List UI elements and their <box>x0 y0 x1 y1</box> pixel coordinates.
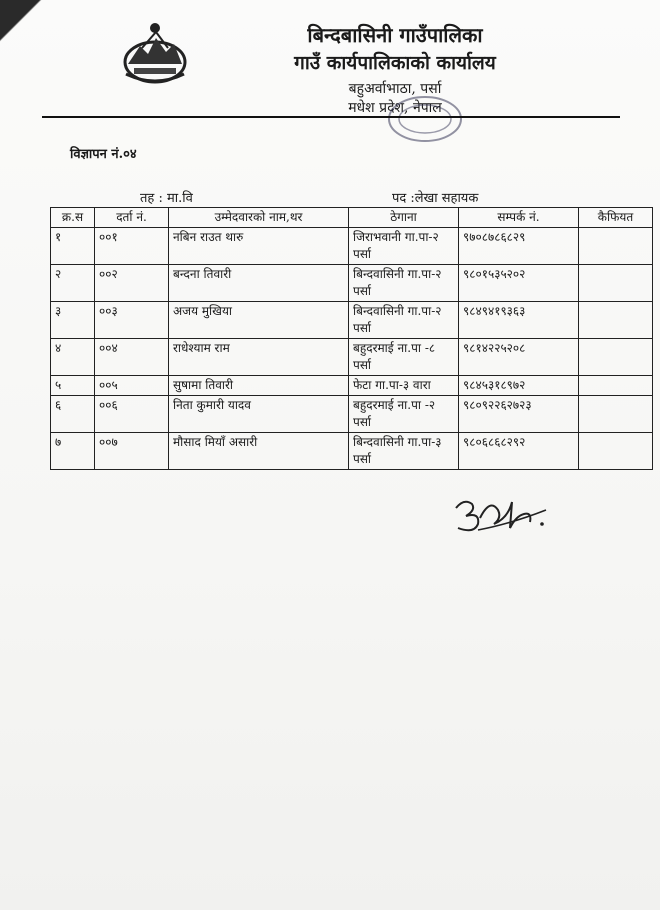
cell-address: बिन्दवासिनी गा.पा-३ पर्सा <box>349 433 459 470</box>
cell-name: बन्दना तिवारी <box>169 265 349 302</box>
cell-name: निता कुमारी यादव <box>169 396 349 433</box>
cell-phone: ९८४९४१९३६३ <box>459 302 579 339</box>
cell-reg: ००१ <box>95 228 169 265</box>
table-row <box>51 265 653 302</box>
letterhead <box>110 10 570 120</box>
cell-name: सुषामा तिवारी <box>169 376 349 396</box>
cell-reg: ००६ <box>95 396 169 433</box>
cell-remarks <box>579 265 653 302</box>
office-country: मधेश प्रदेश, नेपाल <box>348 100 442 116</box>
notice-number: विज्ञापन नं.०४ <box>70 147 137 162</box>
office-stamp-icon <box>385 94 465 144</box>
cell-reg: ००३ <box>95 302 169 339</box>
cell-address: बिन्दवासिनी गा.पा-२ पर्सा <box>349 265 459 302</box>
cell-sn: ६ <box>51 396 95 433</box>
table-row <box>51 396 653 433</box>
cell-phone: ९८४५३१८९७२ <box>459 376 579 396</box>
candidate-table <box>50 207 653 470</box>
cell-reg: ००७ <box>95 433 169 470</box>
cell-name: मौसाद मियाँ असारी <box>169 433 349 470</box>
col-header-phone: सम्पर्क नं. <box>459 208 579 228</box>
col-header-name: उम्मेदवारको नाम,थर <box>169 208 349 228</box>
cell-reg: ००२ <box>95 265 169 302</box>
cell-sn: ३ <box>51 302 95 339</box>
table-row <box>51 302 653 339</box>
cell-sn: ४ <box>51 339 95 376</box>
office-location: बहुअर्वाभाठा, पर्सा <box>348 81 442 97</box>
cell-phone: ९८०९२२६२७२३ <box>459 396 579 433</box>
cell-phone: ९७०८७८६८२९ <box>459 228 579 265</box>
office-title: बिन्दबासिनी गाउँपालिका <box>307 23 483 47</box>
cell-address: बहुदरमाई ना.पा -२ पर्सा <box>349 396 459 433</box>
cell-remarks <box>579 339 653 376</box>
cell-remarks <box>579 433 653 470</box>
cell-name: राधेश्याम राम <box>169 339 349 376</box>
cell-remarks <box>579 228 653 265</box>
cell-phone: ९८०६८६८२९२ <box>459 433 579 470</box>
cell-address: बिन्दवासिनी गा.पा-२ पर्सा <box>349 302 459 339</box>
table-row <box>51 228 653 265</box>
cell-reg: ००४ <box>95 339 169 376</box>
cell-remarks <box>579 376 653 396</box>
col-header-remarks: कैफियत <box>579 208 653 228</box>
post-label: पद :लेखा सहायक <box>392 191 479 206</box>
cell-remarks <box>579 302 653 339</box>
level-label: तह : मा.वि <box>140 191 193 206</box>
col-header-sn: क्र.स <box>51 208 95 228</box>
header-divider <box>42 116 620 118</box>
signature-icon <box>450 488 560 543</box>
cell-reg: ००५ <box>95 376 169 396</box>
cell-address: फेटा गा.पा-३ वारा <box>349 376 459 396</box>
col-header-reg: दर्ता नं. <box>95 208 169 228</box>
cell-name: नबिन राउत थारु <box>169 228 349 265</box>
table-row <box>51 376 653 396</box>
cell-sn: १ <box>51 228 95 265</box>
cell-sn: ७ <box>51 433 95 470</box>
cell-address: बहुदरमाई ना.पा -८ पर्सा <box>349 339 459 376</box>
nepal-emblem-icon <box>120 18 190 88</box>
table-row <box>51 339 653 376</box>
office-subtitle: गाउँ कार्यपालिकाको कार्यालय <box>294 52 496 74</box>
cell-name: अजय मुखिया <box>169 302 349 339</box>
cell-sn: २ <box>51 265 95 302</box>
cell-sn: ५ <box>51 376 95 396</box>
cell-phone: ९८१४२२५२०८ <box>459 339 579 376</box>
cell-address: जिराभवानी गा.पा-२ पर्सा <box>349 228 459 265</box>
table-header-row <box>51 208 653 228</box>
scan-shadow <box>0 0 80 140</box>
cell-remarks <box>579 396 653 433</box>
col-header-address: ठेगाना <box>349 208 459 228</box>
table-row <box>51 433 653 470</box>
cell-phone: ९८०१५३५२०२ <box>459 265 579 302</box>
